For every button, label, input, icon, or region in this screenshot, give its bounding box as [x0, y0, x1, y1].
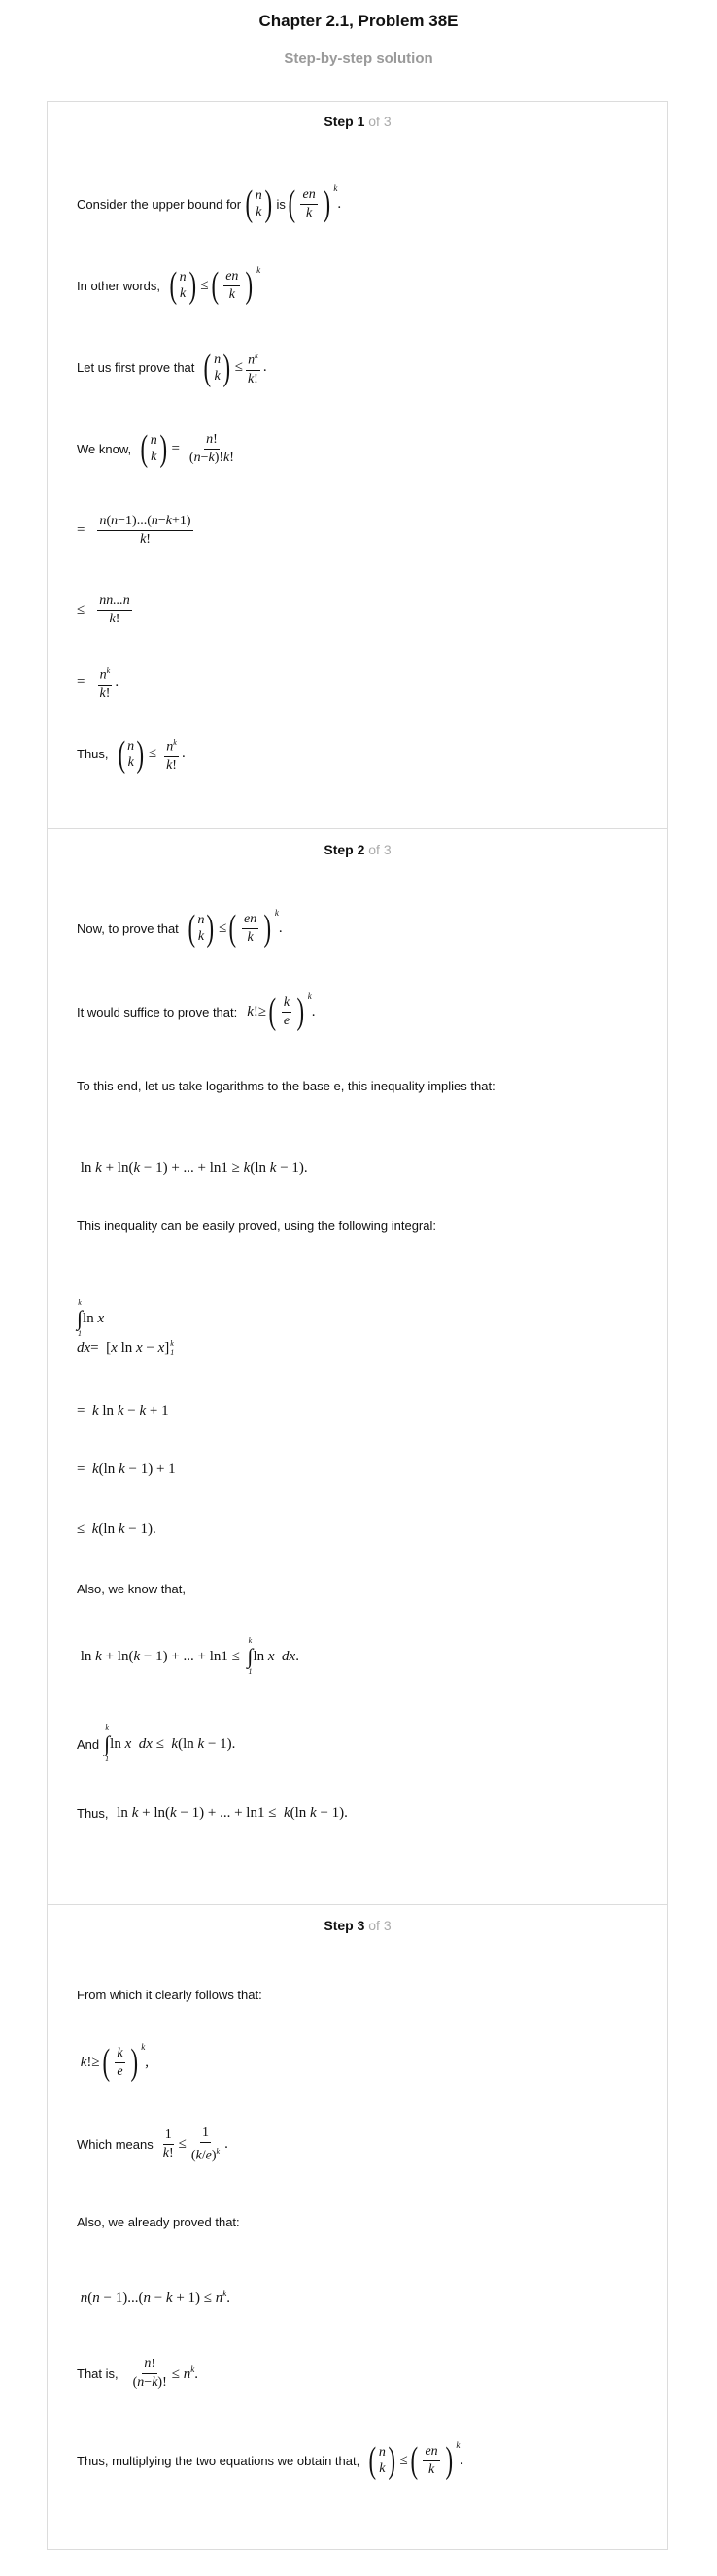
step2-line-10 — [77, 1582, 186, 1596]
text: From which it clearly follows that: — [77, 1988, 262, 2002]
text: Thus, multiplying the two equations we obtain that, — [77, 2453, 360, 2468]
step3-line-3: Which means $\frac{1}{k!}$ ≤ $\frac{1}{(k/e)^k}$ . — [77, 2125, 228, 2163]
step3-line-7: Thus, multiplying the two equations we obtain that, ( n k ) ≤ ( $\frac{en}{k}$ ) $^k$ . — [77, 2440, 464, 2481]
step1-line-7: = $\frac{n^k}{k!}$ . — [77, 663, 119, 702]
text: To this end, let us take logarithms to the base e, this inequality implies that: — [77, 1079, 495, 1093]
page-subtitle: Step-by-step solution — [284, 50, 433, 67]
step3-line-1 — [77, 1988, 262, 2002]
step2-line-2: It would suffice to prove that: k !≥ ( $\frac{k}{e}$ ) $^k$ . — [77, 991, 316, 1032]
step-label: Step 3 — [324, 1918, 365, 1933]
step-label: Step 2 — [324, 842, 365, 857]
step3-line-5: $n(n - 1)...(n - k + 1) \le n^k$. — [80, 2289, 231, 2306]
step3-line-6: That is, $\frac{n!}{(n-k)!}$ ≤ $n^k$. — [77, 2357, 198, 2390]
text: And — [77, 1736, 100, 1752]
step2-line-6: k ∫ 1 ln x — [77, 1298, 105, 1338]
integral-symbol: k ∫ 1 — [77, 1298, 84, 1338]
step2-line-9: ≤ k(ln k − 1). — [77, 1522, 156, 1537]
step1-line-4: We know, ( n k ) = $\frac{n!}{(n-k)!k!}$ — [77, 428, 234, 469]
text: Thus, — [77, 1806, 109, 1821]
step-of-label: of 3 — [368, 1918, 392, 1933]
step-label: Step 1 — [324, 114, 365, 129]
text: Now, to prove that — [77, 920, 179, 936]
step-1-title — [48, 114, 667, 129]
step2-line-12: And k ∫ 1 ln x dx ≤ k(ln k − 1). — [77, 1723, 236, 1763]
text: This inequality can be easily proved, using the following integral: — [77, 1219, 436, 1233]
binomial: ( n k ) — [245, 184, 272, 224]
text: That is, — [77, 2366, 119, 2381]
step-of-label: of 3 — [368, 842, 392, 857]
step1-line-6: ≤ $\frac{nn...n}{k!}$ — [77, 593, 130, 626]
text: Also, we know that, — [77, 1582, 186, 1596]
step2-line-6b: dx = [x ln x − x] k 1 — [77, 1339, 175, 1356]
step2-line-7: = k ln k − k + 1 — [77, 1403, 169, 1419]
text: Which means — [77, 2137, 154, 2153]
step1-line-5: = $\frac{n(n-1)...(n-k+1)}{k!}$ — [77, 514, 191, 547]
step-of-label: of 3 — [368, 114, 392, 129]
step-3-title — [48, 1918, 667, 1933]
step1-line-3: Let us first prove that ( n k ) ≤ $\frac{n^k}{k!}$ . — [77, 347, 267, 388]
step2-line-4: ln k + ln(k − 1) + ... + ln1 ≥ k(ln k − 1). — [77, 1160, 308, 1176]
divider — [48, 828, 667, 829]
step2-line-1: Now, to prove that ( n k ) ≤ ( $\frac{en}{k}$ ) $^k$ . — [77, 908, 283, 949]
step3-line-4 — [77, 2215, 240, 2229]
text: In other words, — [77, 278, 160, 293]
divider — [48, 1904, 667, 1905]
text: Consider the upper bound for — [77, 196, 242, 212]
text: Also, we already proved that: — [77, 2215, 240, 2229]
step2-line-3 — [77, 1079, 495, 1093]
step2-line-5 — [77, 1219, 436, 1233]
step-2-title — [48, 842, 667, 857]
page-title: Chapter 2.1, Problem 38E — [258, 12, 459, 30]
solution-card — [47, 101, 668, 2550]
step1-line-8: Thus, ( n k ) ≤ $\frac{n^k}{k!}$ . — [77, 733, 186, 775]
step2-line-11: ln k + ln(k − 1) + ... + ln1 ≤ k ∫ 1 ln x dx. — [77, 1636, 299, 1676]
text: We know, — [77, 441, 132, 456]
step1-line-1: Consider the upper bound for ( n k ) is ( $\frac{en}{k}$ ) $^k$ . — [77, 184, 342, 224]
text: Thus, — [77, 747, 109, 762]
text: It would suffice to prove that: — [77, 1004, 238, 1020]
text: is — [276, 196, 286, 212]
fraction: $\frac{en}{k}$ — [302, 186, 316, 220]
text: Let us first prove that — [77, 360, 195, 376]
step2-line-13: Thus, ln k + ln(k − 1) + ... + ln1 ≤ k(ln k − 1). — [77, 1805, 348, 1821]
step1-line-2: In other words, ( n k ) ≤ ( $\frac{en}{k}$ ) $^k$ — [77, 265, 261, 306]
step3-line-2: k !≥ ( $\frac{k}{e}$ ) $^k$ , — [77, 2042, 149, 2083]
step2-line-8: = k(ln k − 1) + 1 — [77, 1461, 176, 1477]
